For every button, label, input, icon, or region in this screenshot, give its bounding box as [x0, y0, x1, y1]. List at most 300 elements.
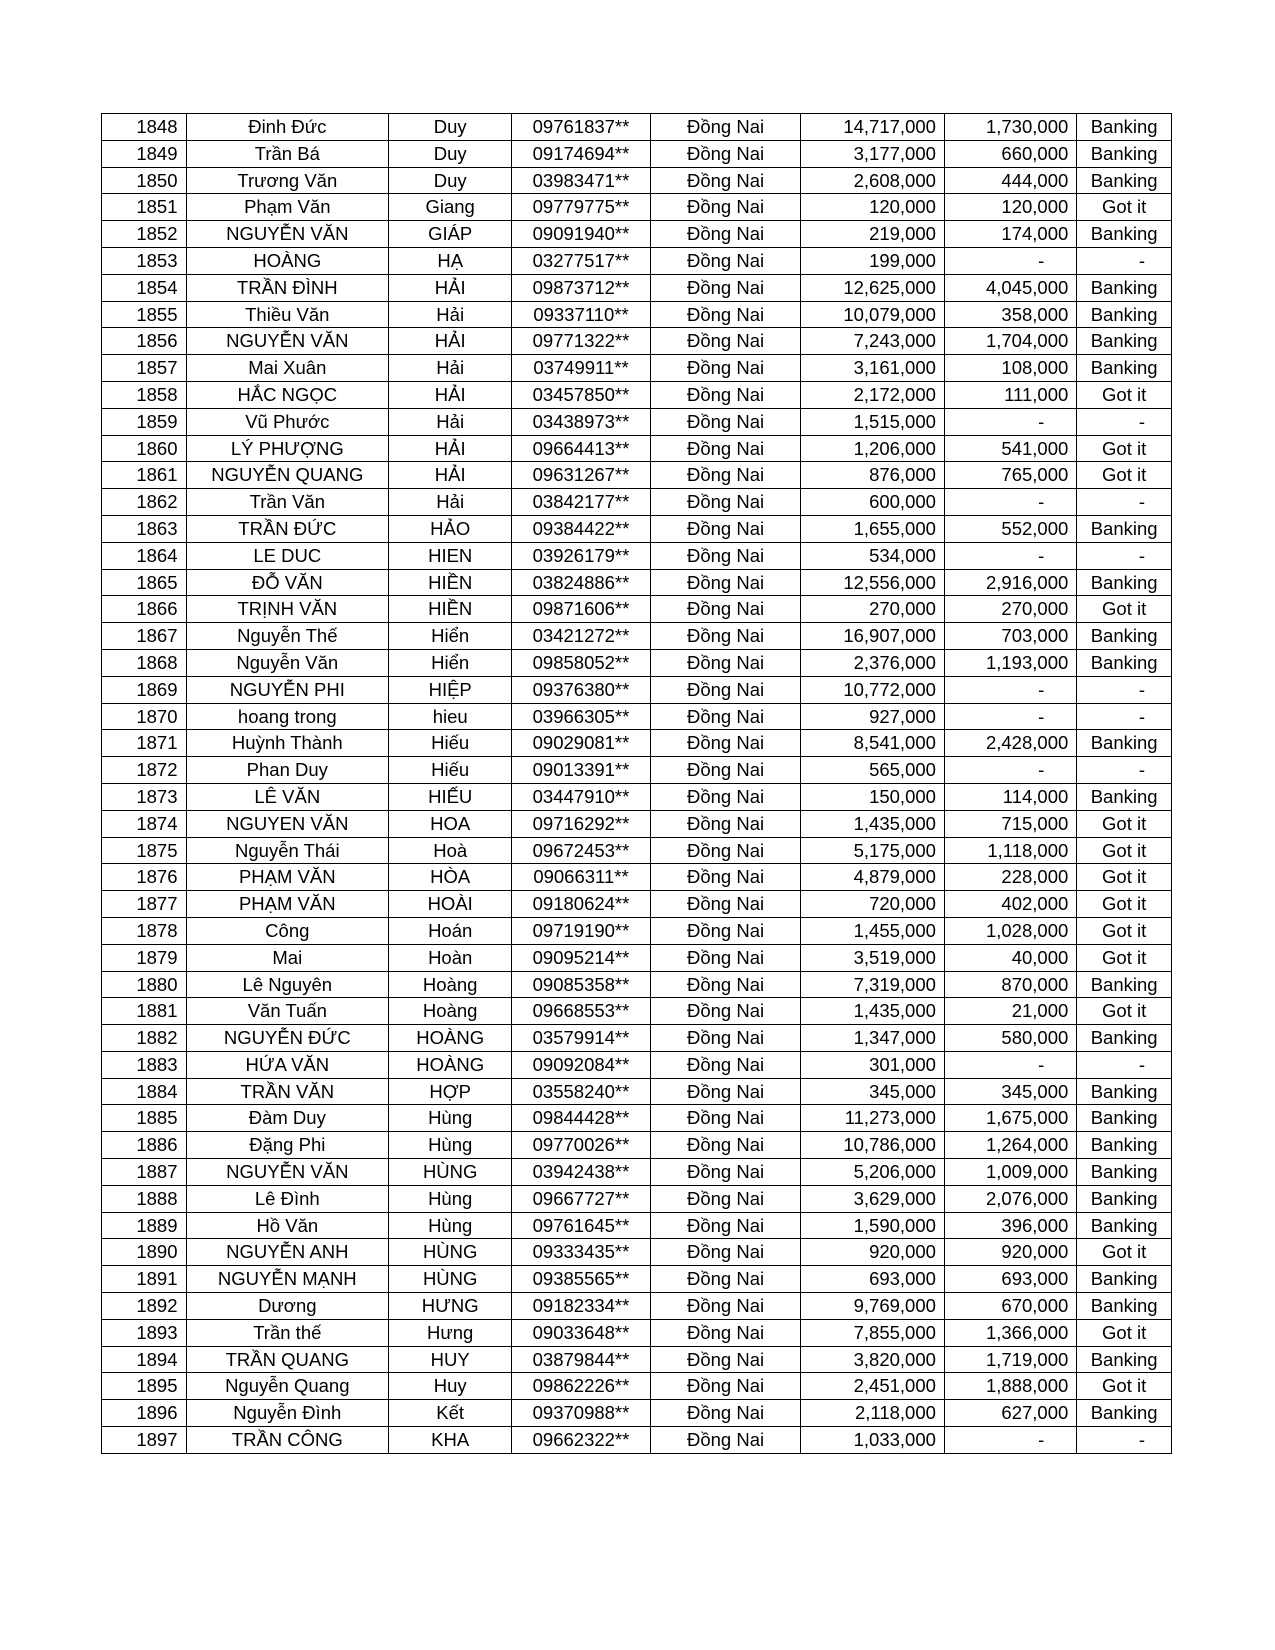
- row-number: 1861: [102, 462, 187, 489]
- given-name-cell: HẢI: [389, 328, 512, 355]
- payment-method-cell: -: [1077, 408, 1172, 435]
- given-name-cell: Duy: [389, 140, 512, 167]
- phone-cell: 03457850**: [512, 381, 650, 408]
- table-row: [102, 596, 1172, 623]
- given-name-cell: GIÁP: [389, 221, 512, 248]
- given-name-cell: KHA: [389, 1427, 512, 1454]
- phone-cell: 09668553**: [512, 998, 650, 1025]
- total-amount-cell: 720,000: [801, 891, 945, 918]
- row-number: 1848: [102, 114, 187, 141]
- phone-cell: 03558240**: [512, 1078, 650, 1105]
- given-name-cell: HIỆP: [389, 676, 512, 703]
- province-cell: Đồng Nai: [650, 783, 801, 810]
- given-name-cell: Duy: [389, 114, 512, 141]
- paid-amount-cell: 693,000: [944, 1266, 1076, 1293]
- total-amount-cell: 927,000: [801, 703, 945, 730]
- payment-method-cell: Got it: [1077, 1319, 1172, 1346]
- row-number: 1873: [102, 783, 187, 810]
- row-number: 1852: [102, 221, 187, 248]
- table-row: [102, 1051, 1172, 1078]
- row-number: 1889: [102, 1212, 187, 1239]
- paid-amount-cell: 1,704,000: [944, 328, 1076, 355]
- paid-amount-cell: 1,118,000: [944, 837, 1076, 864]
- paid-amount-cell: 765,000: [944, 462, 1076, 489]
- paid-amount-cell: 111,000: [944, 381, 1076, 408]
- surname-cell: TRẦN CÔNG: [186, 1427, 389, 1454]
- paid-amount-cell: 552,000: [944, 515, 1076, 542]
- surname-cell: NGUYỄN MẠNH: [186, 1266, 389, 1293]
- total-amount-cell: 5,206,000: [801, 1159, 945, 1186]
- surname-cell: hoang trong: [186, 703, 389, 730]
- total-amount-cell: 301,000: [801, 1051, 945, 1078]
- payment-method-cell: -: [1077, 489, 1172, 516]
- paid-amount-cell: 2,076,000: [944, 1185, 1076, 1212]
- phone-cell: 03579914**: [512, 1025, 650, 1052]
- phone-cell: 09662322**: [512, 1427, 650, 1454]
- table-row: [102, 167, 1172, 194]
- payment-method-cell: Banking: [1077, 355, 1172, 382]
- given-name-cell: HIẾU: [389, 783, 512, 810]
- phone-cell: 09858052**: [512, 649, 650, 676]
- payment-method-cell: Banking: [1077, 328, 1172, 355]
- surname-cell: PHẠM VĂN: [186, 891, 389, 918]
- total-amount-cell: 920,000: [801, 1239, 945, 1266]
- row-number: 1862: [102, 489, 187, 516]
- payment-method-cell: Banking: [1077, 1078, 1172, 1105]
- total-amount-cell: 150,000: [801, 783, 945, 810]
- province-cell: Đồng Nai: [650, 891, 801, 918]
- phone-cell: 09066311**: [512, 864, 650, 891]
- province-cell: Đồng Nai: [650, 274, 801, 301]
- province-cell: Đồng Nai: [650, 569, 801, 596]
- payment-method-cell: Banking: [1077, 1159, 1172, 1186]
- payment-method-cell: -: [1077, 676, 1172, 703]
- total-amount-cell: 16,907,000: [801, 623, 945, 650]
- payment-method-cell: Banking: [1077, 140, 1172, 167]
- total-amount-cell: 11,273,000: [801, 1105, 945, 1132]
- row-number: 1872: [102, 757, 187, 784]
- province-cell: Đồng Nai: [650, 167, 801, 194]
- province-cell: Đồng Nai: [650, 1266, 801, 1293]
- table-row: [102, 1239, 1172, 1266]
- total-amount-cell: 3,161,000: [801, 355, 945, 382]
- given-name-cell: HUY: [389, 1346, 512, 1373]
- table-row: [102, 408, 1172, 435]
- table-row: [102, 542, 1172, 569]
- paid-amount-cell: 228,000: [944, 864, 1076, 891]
- given-name-cell: Duy: [389, 167, 512, 194]
- surname-cell: NGUYỄN ĐỨC: [186, 1025, 389, 1052]
- given-name-cell: Hoán: [389, 917, 512, 944]
- surname-cell: Đặng Phi: [186, 1132, 389, 1159]
- phone-cell: 09092084**: [512, 1051, 650, 1078]
- row-number: 1882: [102, 1025, 187, 1052]
- surname-cell: NGUYỄN QUANG: [186, 462, 389, 489]
- phone-cell: 09672453**: [512, 837, 650, 864]
- paid-amount-cell: -: [944, 542, 1076, 569]
- phone-cell: 09333435**: [512, 1239, 650, 1266]
- surname-cell: ĐỖ VĂN: [186, 569, 389, 596]
- paid-amount-cell: 114,000: [944, 783, 1076, 810]
- given-name-cell: HOÀI: [389, 891, 512, 918]
- given-name-cell: Hoàn: [389, 944, 512, 971]
- row-number: 1896: [102, 1400, 187, 1427]
- province-cell: Đồng Nai: [650, 301, 801, 328]
- row-number: 1860: [102, 435, 187, 462]
- table-row: [102, 462, 1172, 489]
- paid-amount-cell: 1,264,000: [944, 1132, 1076, 1159]
- phone-cell: 09761837**: [512, 114, 650, 141]
- row-number: 1881: [102, 998, 187, 1025]
- province-cell: Đồng Nai: [650, 1185, 801, 1212]
- payment-method-cell: Got it: [1077, 864, 1172, 891]
- given-name-cell: HÙNG: [389, 1159, 512, 1186]
- row-number: 1879: [102, 944, 187, 971]
- phone-cell: 09631267**: [512, 462, 650, 489]
- paid-amount-cell: 402,000: [944, 891, 1076, 918]
- row-number: 1854: [102, 274, 187, 301]
- payment-method-cell: -: [1077, 1427, 1172, 1454]
- row-number: 1887: [102, 1159, 187, 1186]
- payment-method-cell: -: [1077, 757, 1172, 784]
- row-number: 1867: [102, 623, 187, 650]
- surname-cell: Dương: [186, 1293, 389, 1320]
- surname-cell: Mai: [186, 944, 389, 971]
- row-number: 1886: [102, 1132, 187, 1159]
- payment-method-cell: -: [1077, 247, 1172, 274]
- paid-amount-cell: 1,730,000: [944, 114, 1076, 141]
- surname-cell: Hồ Văn: [186, 1212, 389, 1239]
- surname-cell: TRẦN VĂN: [186, 1078, 389, 1105]
- total-amount-cell: 534,000: [801, 542, 945, 569]
- table-row: [102, 114, 1172, 141]
- row-number: 1849: [102, 140, 187, 167]
- payment-method-cell: Banking: [1077, 1025, 1172, 1052]
- table-row: [102, 355, 1172, 382]
- payment-method-cell: Got it: [1077, 194, 1172, 221]
- row-number: 1868: [102, 649, 187, 676]
- given-name-cell: Hiếu: [389, 730, 512, 757]
- surname-cell: HỨA VĂN: [186, 1051, 389, 1078]
- payment-method-cell: Got it: [1077, 944, 1172, 971]
- province-cell: Đồng Nai: [650, 703, 801, 730]
- province-cell: Đồng Nai: [650, 140, 801, 167]
- province-cell: Đồng Nai: [650, 114, 801, 141]
- surname-cell: Phạm Văn: [186, 194, 389, 221]
- phone-cell: 03842177**: [512, 489, 650, 516]
- surname-cell: NGUYỄN VĂN: [186, 221, 389, 248]
- total-amount-cell: 9,769,000: [801, 1293, 945, 1320]
- total-amount-cell: 12,625,000: [801, 274, 945, 301]
- given-name-cell: Hùng: [389, 1212, 512, 1239]
- given-name-cell: Hiếu: [389, 757, 512, 784]
- row-number: 1876: [102, 864, 187, 891]
- total-amount-cell: 270,000: [801, 596, 945, 623]
- paid-amount-cell: 2,916,000: [944, 569, 1076, 596]
- table-row: [102, 917, 1172, 944]
- province-cell: Đồng Nai: [650, 944, 801, 971]
- province-cell: Đồng Nai: [650, 221, 801, 248]
- table-row: [102, 891, 1172, 918]
- given-name-cell: HẢI: [389, 435, 512, 462]
- table-row: [102, 864, 1172, 891]
- row-number: 1869: [102, 676, 187, 703]
- table-row: [102, 1105, 1172, 1132]
- given-name-cell: Hoà: [389, 837, 512, 864]
- total-amount-cell: 1,435,000: [801, 810, 945, 837]
- province-cell: Đồng Nai: [650, 864, 801, 891]
- row-number: 1855: [102, 301, 187, 328]
- total-amount-cell: 199,000: [801, 247, 945, 274]
- total-amount-cell: 7,855,000: [801, 1319, 945, 1346]
- province-cell: Đồng Nai: [650, 596, 801, 623]
- paid-amount-cell: -: [944, 1427, 1076, 1454]
- paid-amount-cell: 703,000: [944, 623, 1076, 650]
- total-amount-cell: 7,319,000: [801, 971, 945, 998]
- paid-amount-cell: 1,366,000: [944, 1319, 1076, 1346]
- province-cell: Đồng Nai: [650, 515, 801, 542]
- given-name-cell: Hùng: [389, 1185, 512, 1212]
- payment-method-cell: -: [1077, 703, 1172, 730]
- table-row: [102, 703, 1172, 730]
- paid-amount-cell: -: [944, 247, 1076, 274]
- province-cell: Đồng Nai: [650, 757, 801, 784]
- payment-method-cell: Got it: [1077, 998, 1172, 1025]
- total-amount-cell: 2,376,000: [801, 649, 945, 676]
- surname-cell: Vũ Phước: [186, 408, 389, 435]
- table-row: [102, 328, 1172, 355]
- total-amount-cell: 3,820,000: [801, 1346, 945, 1373]
- given-name-cell: hieu: [389, 703, 512, 730]
- given-name-cell: Hải: [389, 489, 512, 516]
- table-row: [102, 971, 1172, 998]
- row-number: 1874: [102, 810, 187, 837]
- given-name-cell: Giang: [389, 194, 512, 221]
- paid-amount-cell: -: [944, 489, 1076, 516]
- province-cell: Đồng Nai: [650, 1319, 801, 1346]
- table-row: [102, 1078, 1172, 1105]
- given-name-cell: Huy: [389, 1373, 512, 1400]
- table-row: [102, 221, 1172, 248]
- phone-cell: 09174694**: [512, 140, 650, 167]
- surname-cell: Mai Xuân: [186, 355, 389, 382]
- table-row: [102, 381, 1172, 408]
- phone-cell: 09013391**: [512, 757, 650, 784]
- paid-amount-cell: 120,000: [944, 194, 1076, 221]
- phone-cell: 09085358**: [512, 971, 650, 998]
- province-cell: Đồng Nai: [650, 1346, 801, 1373]
- paid-amount-cell: 1,193,000: [944, 649, 1076, 676]
- phone-cell: 09761645**: [512, 1212, 650, 1239]
- surname-cell: Huỳnh Thành: [186, 730, 389, 757]
- surname-cell: Đàm Duy: [186, 1105, 389, 1132]
- phone-cell: 03277517**: [512, 247, 650, 274]
- surname-cell: Công: [186, 917, 389, 944]
- table-row: [102, 1132, 1172, 1159]
- table-row: [102, 435, 1172, 462]
- table-row: [102, 1319, 1172, 1346]
- surname-cell: Lê Đình: [186, 1185, 389, 1212]
- phone-cell: 09182334**: [512, 1293, 650, 1320]
- given-name-cell: HÙNG: [389, 1266, 512, 1293]
- row-number: 1858: [102, 381, 187, 408]
- phone-cell: 03942438**: [512, 1159, 650, 1186]
- province-cell: Đồng Nai: [650, 810, 801, 837]
- row-number: 1859: [102, 408, 187, 435]
- phone-cell: 09771322**: [512, 328, 650, 355]
- payment-method-cell: Banking: [1077, 515, 1172, 542]
- given-name-cell: Hưng: [389, 1319, 512, 1346]
- phone-cell: 03983471**: [512, 167, 650, 194]
- table-row: [102, 1266, 1172, 1293]
- payment-method-cell: Banking: [1077, 783, 1172, 810]
- table-row: [102, 1400, 1172, 1427]
- paid-amount-cell: 541,000: [944, 435, 1076, 462]
- given-name-cell: HOÀNG: [389, 1025, 512, 1052]
- data-table: [101, 113, 1172, 1454]
- province-cell: Đồng Nai: [650, 917, 801, 944]
- row-number: 1856: [102, 328, 187, 355]
- table-row: [102, 623, 1172, 650]
- payment-method-cell: Got it: [1077, 381, 1172, 408]
- table-row: [102, 569, 1172, 596]
- given-name-cell: HIỀN: [389, 569, 512, 596]
- province-cell: Đồng Nai: [650, 1132, 801, 1159]
- total-amount-cell: 1,033,000: [801, 1427, 945, 1454]
- table-body: [102, 114, 1172, 1454]
- paid-amount-cell: 345,000: [944, 1078, 1076, 1105]
- payment-method-cell: Got it: [1077, 1373, 1172, 1400]
- surname-cell: Trương Văn: [186, 167, 389, 194]
- row-number: 1877: [102, 891, 187, 918]
- total-amount-cell: 3,177,000: [801, 140, 945, 167]
- payment-method-cell: Got it: [1077, 1239, 1172, 1266]
- payment-method-cell: Got it: [1077, 837, 1172, 864]
- payment-method-cell: Banking: [1077, 114, 1172, 141]
- row-number: 1875: [102, 837, 187, 864]
- phone-cell: 09716292**: [512, 810, 650, 837]
- phone-cell: 09664413**: [512, 435, 650, 462]
- phone-cell: 09384422**: [512, 515, 650, 542]
- payment-method-cell: -: [1077, 542, 1172, 569]
- payment-method-cell: Banking: [1077, 221, 1172, 248]
- phone-cell: 09029081**: [512, 730, 650, 757]
- row-number: 1878: [102, 917, 187, 944]
- total-amount-cell: 876,000: [801, 462, 945, 489]
- table-row: [102, 837, 1172, 864]
- row-number: 1884: [102, 1078, 187, 1105]
- total-amount-cell: 1,590,000: [801, 1212, 945, 1239]
- given-name-cell: Hùng: [389, 1132, 512, 1159]
- total-amount-cell: 4,879,000: [801, 864, 945, 891]
- surname-cell: LÊ VĂN: [186, 783, 389, 810]
- province-cell: Đồng Nai: [650, 435, 801, 462]
- province-cell: Đồng Nai: [650, 1025, 801, 1052]
- paid-amount-cell: -: [944, 757, 1076, 784]
- table-row: [102, 301, 1172, 328]
- payment-method-cell: Banking: [1077, 301, 1172, 328]
- row-number: 1885: [102, 1105, 187, 1132]
- surname-cell: Nguyễn Đình: [186, 1400, 389, 1427]
- given-name-cell: HẢO: [389, 515, 512, 542]
- row-number: 1850: [102, 167, 187, 194]
- payment-method-cell: Got it: [1077, 917, 1172, 944]
- row-number: 1863: [102, 515, 187, 542]
- province-cell: Đồng Nai: [650, 247, 801, 274]
- given-name-cell: HƯNG: [389, 1293, 512, 1320]
- paid-amount-cell: 870,000: [944, 971, 1076, 998]
- surname-cell: Nguyễn Văn: [186, 649, 389, 676]
- payment-method-cell: Banking: [1077, 649, 1172, 676]
- surname-cell: HOÀNG: [186, 247, 389, 274]
- payment-method-cell: Banking: [1077, 167, 1172, 194]
- row-number: 1866: [102, 596, 187, 623]
- phone-cell: 03438973**: [512, 408, 650, 435]
- province-cell: Đồng Nai: [650, 328, 801, 355]
- phone-cell: 09667727**: [512, 1185, 650, 1212]
- row-number: 1871: [102, 730, 187, 757]
- province-cell: Đồng Nai: [650, 1400, 801, 1427]
- phone-cell: 03824886**: [512, 569, 650, 596]
- row-number: 1891: [102, 1266, 187, 1293]
- total-amount-cell: 565,000: [801, 757, 945, 784]
- paid-amount-cell: 715,000: [944, 810, 1076, 837]
- payment-method-cell: Banking: [1077, 730, 1172, 757]
- paid-amount-cell: 40,000: [944, 944, 1076, 971]
- table-row: [102, 944, 1172, 971]
- surname-cell: TRẦN ĐÌNH: [186, 274, 389, 301]
- province-cell: Đồng Nai: [650, 1373, 801, 1400]
- surname-cell: Phan Duy: [186, 757, 389, 784]
- surname-cell: NGUYEN VĂN: [186, 810, 389, 837]
- given-name-cell: HỢP: [389, 1078, 512, 1105]
- paid-amount-cell: 396,000: [944, 1212, 1076, 1239]
- paid-amount-cell: 1,888,000: [944, 1373, 1076, 1400]
- phone-cell: 03447910**: [512, 783, 650, 810]
- total-amount-cell: 5,175,000: [801, 837, 945, 864]
- given-name-cell: Hoàng: [389, 998, 512, 1025]
- province-cell: Đồng Nai: [650, 623, 801, 650]
- given-name-cell: Kết: [389, 1400, 512, 1427]
- given-name-cell: Hiển: [389, 623, 512, 650]
- province-cell: Đồng Nai: [650, 837, 801, 864]
- payment-method-cell: Banking: [1077, 623, 1172, 650]
- row-number: 1870: [102, 703, 187, 730]
- phone-cell: 03966305**: [512, 703, 650, 730]
- given-name-cell: Hùng: [389, 1105, 512, 1132]
- surname-cell: Trần thế: [186, 1319, 389, 1346]
- total-amount-cell: 1,347,000: [801, 1025, 945, 1052]
- phone-cell: 09337110**: [512, 301, 650, 328]
- paid-amount-cell: -: [944, 1051, 1076, 1078]
- row-number: 1893: [102, 1319, 187, 1346]
- paid-amount-cell: 627,000: [944, 1400, 1076, 1427]
- paid-amount-cell: -: [944, 408, 1076, 435]
- surname-cell: Trần Văn: [186, 489, 389, 516]
- total-amount-cell: 1,206,000: [801, 435, 945, 462]
- table-row: [102, 274, 1172, 301]
- table-row: [102, 1212, 1172, 1239]
- payment-method-cell: Got it: [1077, 462, 1172, 489]
- paid-amount-cell: 1,719,000: [944, 1346, 1076, 1373]
- given-name-cell: HẢI: [389, 462, 512, 489]
- table-row: [102, 810, 1172, 837]
- phone-cell: 09033648**: [512, 1319, 650, 1346]
- payment-method-cell: Got it: [1077, 891, 1172, 918]
- table-row: [102, 247, 1172, 274]
- given-name-cell: HẢI: [389, 274, 512, 301]
- surname-cell: NGUYỄN VĂN: [186, 328, 389, 355]
